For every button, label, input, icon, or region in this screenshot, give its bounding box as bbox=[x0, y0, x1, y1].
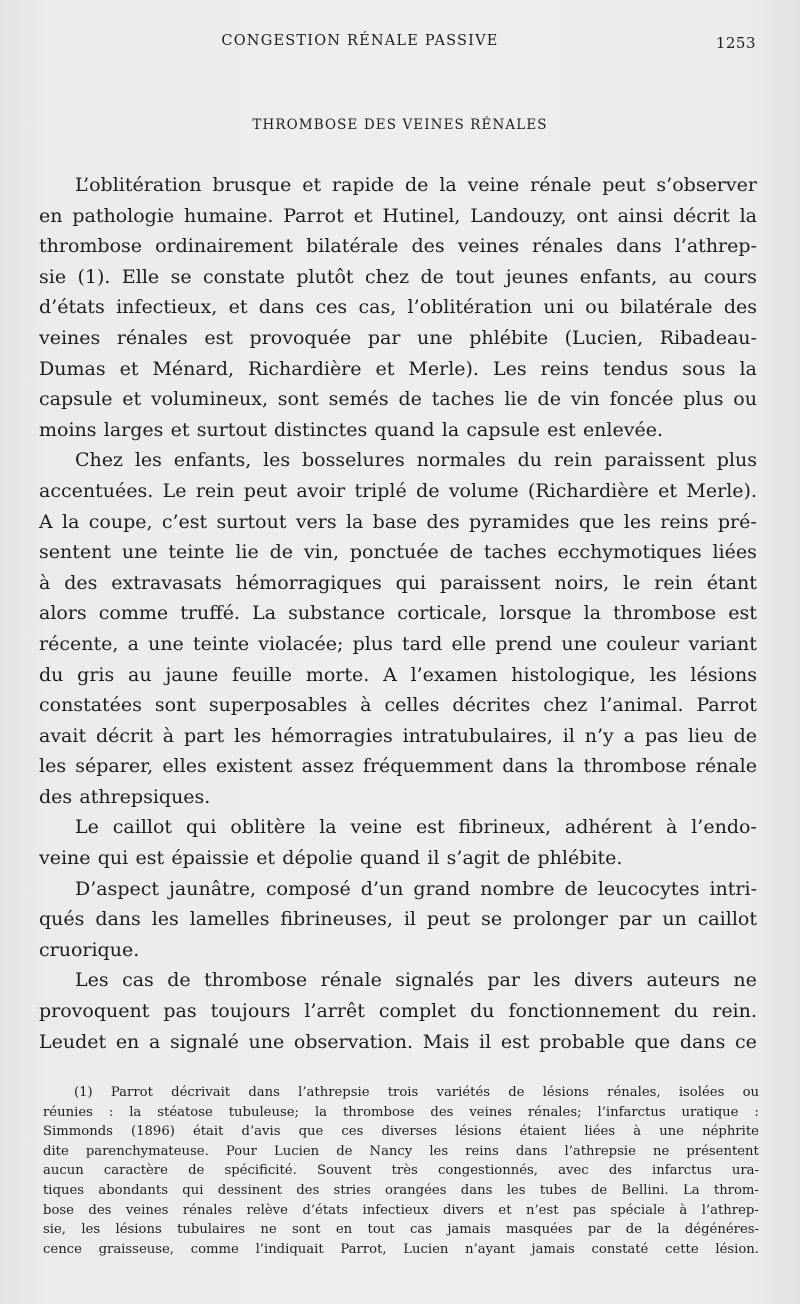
text-line: sie (1). Elle se constate plutôt chez de tout jeunes enfants, au cours bbox=[39, 265, 757, 288]
text-line: moins larges et surtout distinctes quand la capsule est enlevée. bbox=[39, 418, 664, 441]
footnote-line: aucun caractère de spécificité. Souvent très congestionnés, avec des infarctus ura- bbox=[43, 1163, 759, 1179]
text-line: à des extravasats hémorragiques qui paraissent noirs, le rein étant bbox=[39, 571, 757, 594]
text-line: Les cas de thrombose rénale signalés par les divers auteurs ne bbox=[75, 969, 757, 992]
footnote-line: réunies : la stéatose tubuleuse; la thrombose des veines rénales; l’infarctus uratique : bbox=[43, 1104, 759, 1120]
running-head bbox=[40, 33, 760, 55]
text-line: Chez les enfants, les bosselures normales du rein paraissent plus bbox=[75, 449, 757, 472]
text-line: les séparer, elles existent assez fréquemment dans la thrombose rénale bbox=[39, 755, 757, 778]
text-line: en pathologie humaine. Parrot et Hutinel, Landouzy, ont ainsi décrit la bbox=[39, 204, 757, 227]
footnote-line: tiques abondants qui dessinent des stries orangées dans les tubes de Bellini. La throm- bbox=[43, 1182, 759, 1198]
page-number: 1253 bbox=[715, 34, 756, 52]
footnote-line: bose des veines rénales relève d’états infectieux divers et n’est pas spéciale à l’athrep- bbox=[43, 1202, 759, 1218]
text-line: alors comme truffé. La substance corticale, lorsque la thrombose est bbox=[39, 602, 757, 625]
text-line: avait décrit à part les hémorragies intratubulaires, il n’y a pas lieu de bbox=[39, 724, 757, 747]
text-line: L’oblitération brusque et rapide de la veine rénale peut s’observer bbox=[75, 174, 757, 196]
text-line: du gris au jaune feuille morte. A l’examen histologique, les lésions bbox=[39, 663, 757, 686]
text-line: D’aspect jaunâtre, composé d’un grand nombre de leucocytes intri- bbox=[75, 877, 757, 900]
running-title: CONGESTION RÉNALE PASSIVE bbox=[221, 33, 499, 49]
body-text bbox=[39, 174, 757, 1061]
footnote-line: sie, les lésions tubulaires ne sont en tout cas jamais masquées par de la dégénéres- bbox=[43, 1222, 759, 1238]
text-line: Leudet en a signalé une observation. Mais il est probable que dans ce bbox=[39, 1030, 757, 1053]
text-line: qués dans les lamelles fibrineuses, il peut se prolonger par un caillot bbox=[39, 908, 757, 931]
text-line: Le caillot qui oblitère la veine est fibrineux, adhérent à l’endo- bbox=[75, 816, 757, 839]
text-line: veines rénales est provoquée par une phlébite (Lucien, Ribadeau- bbox=[39, 326, 757, 349]
text-line: cruorique. bbox=[39, 938, 140, 961]
footnote-line: Simmonds (1896) était d’avis que ces diverses lésions étaient liées à une néphrite bbox=[43, 1124, 759, 1140]
text-line: sentent une teinte lie de vin, ponctuée de taches ecchymotiques liées bbox=[39, 541, 757, 564]
text-line: accentuées. Le rein peut avoir triplé de volume (Richardière et Merle). bbox=[39, 479, 757, 502]
footnotes bbox=[43, 1085, 759, 1261]
text-line: thrombose ordinairement bilatérale des veines rénales dans l’athrep- bbox=[39, 235, 757, 258]
text-line: récente, a une teinte violacée; plus tard elle prend une couleur variant bbox=[39, 632, 757, 655]
section-title: THROMBOSE DES VEINES RÉNALES bbox=[252, 117, 548, 133]
text-line: Dumas et Ménard, Richardière et Merle). Les reins tendus sous la bbox=[39, 357, 757, 380]
text-line: des athrepsiques. bbox=[39, 785, 211, 808]
footnote-line: dite parenchymateuse. Pour Lucien de Nancy les reins dans l’athrepsie ne présentent bbox=[43, 1143, 759, 1159]
text-line: capsule et volumineux, sont semés de taches lie de vin foncée plus ou bbox=[39, 388, 757, 411]
text-line: A la coupe, c’est surtout vers la base des pyramides que les reins pré- bbox=[39, 510, 757, 533]
text-line: d’états infectieux, et dans ces cas, l’oblitération uni ou bilatérale des bbox=[39, 296, 757, 319]
text-line: constatées sont superposables à celles décrites chez l’animal. Parrot bbox=[39, 694, 757, 717]
footnote-line: (1) Parrot décrivait dans l’athrepsie trois variétés de lésions rénales, isolées ou bbox=[74, 1085, 759, 1100]
text-line: provoquent pas toujours l’arrêt complet du fonctionnement du rein. bbox=[39, 1000, 757, 1023]
text-line: veine qui est épaissie et dépolie quand il s’agit de phlébite. bbox=[39, 847, 623, 870]
footnote-line: cence graisseuse, comme l’indiquait Parrot, Lucien n’ayant jamais constaté cette lésion. bbox=[43, 1241, 759, 1257]
